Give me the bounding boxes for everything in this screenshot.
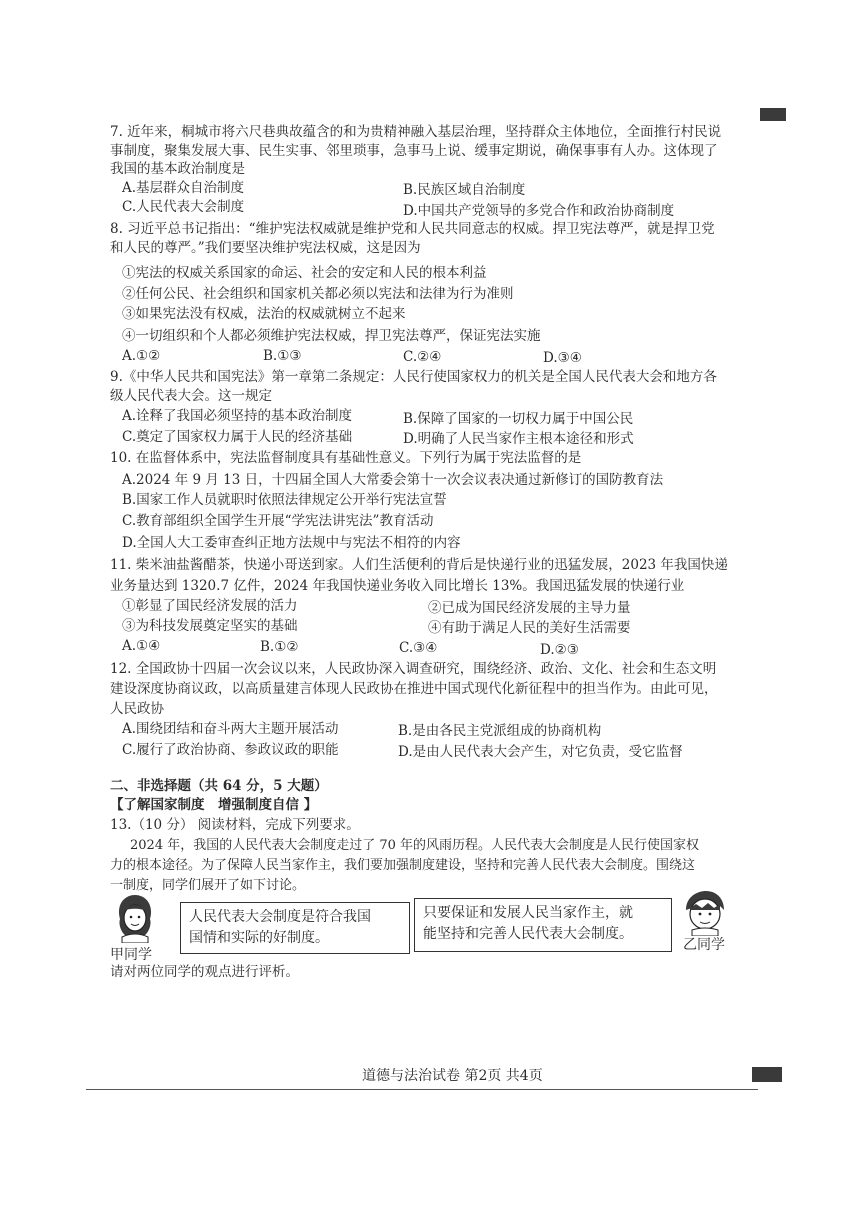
q8-item-1: ①宪法的权威关系国家的命运、社会的安定和人民的根本利益 [122,265,487,281]
student-a-view-line-1: 人民代表大会制度是符合我国 [189,909,371,925]
q11-option-d: D.②③ [540,642,579,658]
q11-item-1: ①彰显了国民经济发展的活力 [122,598,298,614]
q11-option-a: A.①④ [122,638,161,654]
q13-material-line-1: 2024 年，我国的人民代表大会制度走过了 70 年的风雨历程。人民代表大会制度是人民行使国家权 [130,838,700,853]
q9-stem-line-2: 级人民代表大会。这一规定 [110,388,272,404]
q9-option-b: B.保障了国家的一切权力属于中国公民 [403,411,634,427]
q12-option-b: B.是由各民主党派组成的协商机构 [398,723,602,739]
q12-option-d: D.是由人民代表大会产生，对它负责，受它监督 [398,744,683,760]
q7-stem-line-3: 我国的基本政治制度是 [110,161,245,177]
q8-item-2: ②任何公民、社会组织和国家机关都必须以宪法和法律为行为准则 [122,286,514,302]
q8-option-a: A.①② [122,348,161,364]
student-a-avatar [112,893,158,943]
q8-stem-line-2: 和人民的尊严。”我们要坚决维护宪法权威，这是因为 [110,240,421,256]
q11-item-2: ②已成为国民经济发展的主导力量 [428,600,631,616]
section-2-subtitle: 【了解国家制度 增强制度自信 】 [110,797,318,813]
student-b-view-line-2: 能坚持和完善人民代表大会制度。 [423,926,633,942]
q7-option-d: D.中国共产党领导的多党合作和政治协商制度 [403,203,675,219]
q10-option-d: D.全国人大工委审查纠正地方法规中与宪法不相符的内容 [122,535,461,551]
q10-option-c: C.教育部组织全国学生开展“学宪法讲宪法”教育活动 [122,513,434,529]
q7-stem-line-1: 7. 近年来，桐城市将六尺巷典故蕴含的和为贵精神融入基层治理，坚持群众主体地位，全面推行村民说 [110,124,722,140]
q10-option-b: B.国家工作人员就职时依照法律规定公开举行宪法宣誓 [122,492,447,508]
q8-stem-line-1: 8. 习近平总书记指出：“维护宪法权威就是维护党和人民共同意志的权威。捍卫宪法尊严，就是捍卫党 [110,221,715,237]
footer-rule [86,1089,758,1090]
q9-option-c: C.奠定了国家权力属于人民的经济基础 [122,429,353,445]
q12-stem-line-1: 12. 全国政协十四届一次会议以来，人民政协深入调查研究，围绕经济、政治、文化、社会和生态文明 [110,661,717,677]
student-b-view-line-1: 只要保证和发展人民当家作主，就 [423,905,633,921]
student-a-name: 甲同学 [110,947,152,963]
q8-option-b: B.①③ [263,348,302,364]
q11-stem-line-1: 11. 柴米油盐酱醋茶，快递小哥送到家。人们生活便利的背后是快递行业的迅猛发展，2023 年我国快递 [110,557,728,573]
student-a-view-line-2: 国情和实际的好制度。 [189,930,329,946]
q13-question: 请对两位同学的观点进行评析。 [110,964,299,980]
student-b-speech-box [414,898,672,952]
q12-option-a: A.围绕团结和奋斗两大主题开展活动 [122,721,339,737]
student-b-name: 乙同学 [683,937,725,953]
q10-option-a: A.2024 年 9 月 13 日，十四届全国人大常委会第十一次会议表决通过新修订的国防教育法 [122,472,664,488]
page-footer: 道德与法治试卷 第2页 共4页 [362,1068,543,1084]
student-a-speech-box [180,902,410,954]
q9-option-d: D.明确了人民当家作主根本途径和形式 [403,431,634,447]
q7-option-a: A.基层群众自治制度 [122,180,245,196]
q8-option-c: C.②④ [403,349,442,365]
q10-stem: 10. 在监督体系中，宪法监督制度具有基础性意义。下列行为属于宪法监督的是 [110,450,582,466]
section-2-title: 二、非选择题（共 64 分，5 大题） [110,778,328,794]
q12-option-c: C.履行了政治协商、参政议政的职能 [122,742,339,758]
q7-option-b: B.民族区域自治制度 [403,182,526,198]
scan-corner-mark-top [760,108,786,121]
scan-corner-mark-bottom [752,1067,782,1082]
q8-item-4: ④一切组织和个人都必须维护宪法权威，捍卫宪法尊严，保证宪法实施 [122,328,541,344]
q8-option-d: D.③④ [543,350,582,366]
q9-stem-line-1: 9.《中华人民共和国宪法》第一章第二条规定：人民行使国家权力的机关是全国人民代表大会和地方各 [110,369,717,385]
q11-item-4: ④有助于满足人民的美好生活需要 [428,620,631,636]
q11-option-c: C.③④ [399,640,438,656]
q9-option-a: A.诠释了我国必须坚持的基本政治制度 [122,408,353,424]
q12-stem-line-2: 建设深度协商议政，以高质量建言体现人民政协在推进中国式现代化新征程中的担当作为。由此可见， [110,681,718,697]
q7-option-c: C.人民代表大会制度 [122,199,245,215]
q11-stem-line-2: 业务量达到 1320.7 亿件，2024 年我国快递业务收入同比增长 13%。我国迅猛发展的快递行业 [110,578,685,594]
q13-material-line-2: 力的根本途径。为了保障人民当家作主，我们要加强制度建设，坚持和完善人民代表大会制度。围绕这 [110,858,696,873]
q13-stem: 13.（10 分） 阅读材料，完成下列要求。 [110,817,360,833]
q11-item-3: ③为科技发展奠定坚实的基础 [122,618,298,634]
q11-option-b: B.①② [260,639,299,655]
q12-stem-line-3: 人民政协 [110,701,164,717]
q13-material-line-3: 一制度，同学们展开了如下讨论。 [110,878,306,893]
student-b-avatar [680,890,730,936]
q7-stem-line-2: 事制度，聚集发展大事、民生实事、邻里琐事，急事马上说、缓事定期说，确保事事有人办。这体现了 [110,143,718,159]
q8-item-3: ③如果宪法没有权威，法治的权威就树立不起来 [122,306,406,322]
